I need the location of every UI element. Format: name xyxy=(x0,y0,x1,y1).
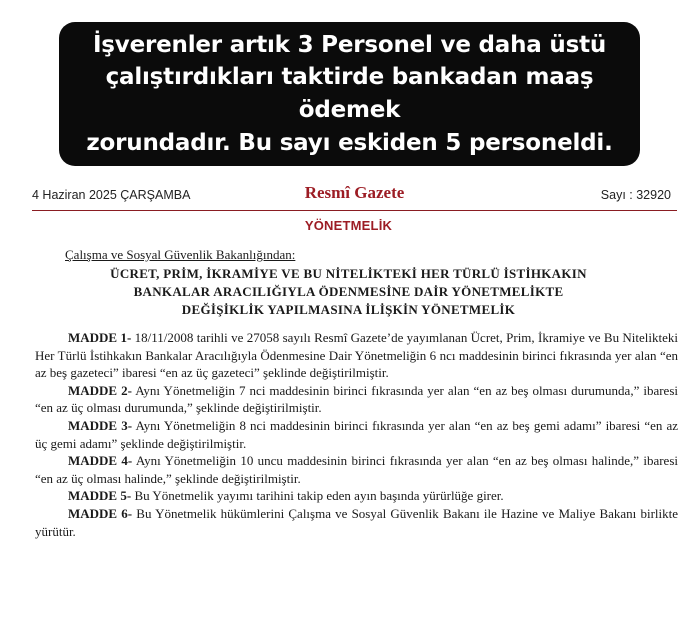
article-label: MADDE 2- xyxy=(68,382,132,398)
headline-line-3: zorundadır. Bu sayı eskiden 5 personeldi. xyxy=(86,129,613,156)
headline-line-2: çalıştırdıkları taktirde bankadan maaş ödemek xyxy=(105,64,594,123)
gazette-date: 4 Haziran 2025 ÇARŞAMBA xyxy=(32,188,191,202)
regulation-title-line-1: ÜCRET, PRİM, İKRAMİYE VE BU NİTELİKTEKİ HER TÜRLÜ İSTİHKAKIN xyxy=(110,266,587,281)
article-3 xyxy=(35,417,678,452)
article-label: MADDE 4- xyxy=(68,453,133,469)
article-text: Bu Yönetmelik hükümlerini Çalışma ve Sosyal Güvenlik Bakanı ile Hazine ve Maliye Bakanı birlikte yürütür. xyxy=(35,505,679,539)
article-label: MADDE 3- xyxy=(68,417,133,433)
article-1 xyxy=(35,329,678,382)
article-text: Aynı Yönetmeliğin 8 nci maddesinin birinci fıkrasında yer alan “en az beş gemi adamı” ibaresi “en az üç gemi adamı” şeklinde değiştirilmiştir. xyxy=(35,417,678,451)
articles-list xyxy=(35,329,678,540)
article-label: MADDE 1- xyxy=(68,330,132,345)
article-label: MADDE 6- xyxy=(68,505,133,521)
article-text: 18/11/2008 tarihli ve 27058 sayılı Resmî Gazete’de yayımlanan Ücret, Prim, İkramiye ve Bu Nitelikteki Her Türlü İstihkakın Bankalar Aracılığıyla Ödenmesine Dair Yönetmeliğin 6 ncı maddesinin birinci fıkrasında yer alan “en az beş gazeteci” ibaresi “en az üç gazeteci” şeklinde değiştirilmiştir. xyxy=(35,330,679,381)
regulation-title xyxy=(60,265,637,319)
section-title: YÖNETMELİK xyxy=(304,218,393,233)
article-5 xyxy=(35,487,678,505)
ministry-name: Çalışma ve Sosyal Güvenlik Bakanlığından: xyxy=(65,247,296,262)
regulation-title-line-2: BANKALAR ARACILIĞIYLA ÖDENMESİNE DAİR YÖNETMELİKTE xyxy=(133,283,564,299)
article-text: Aynı Yönetmeliğin 10 uncu maddesinin birinci fıkrasında yer alan “en az beş olması halinde,” ibaresi “en az üç olması halinde,” şeklinde değiştirilmiştir. xyxy=(35,453,678,486)
article-2 xyxy=(35,382,678,417)
article-text: Aynı Yönetmeliğin 7 nci maddesinin birinci fıkrasında yer alan “en az beş olması durumunda,” ibaresi “en az üç olması durumunda,” şeklinde değiştirilmiştir. xyxy=(35,382,678,416)
article-4 xyxy=(35,452,678,487)
regulation-title-line-3: DEĞİŞİKLİK YAPILMASINA İLİŞKİN YÖNETMELİK xyxy=(181,301,516,317)
headline-text xyxy=(71,29,628,160)
article-6 xyxy=(35,505,678,540)
article-text: Bu Yönetmelik yayımı tarihini takip eden ayın başında yürürlüğe girer. xyxy=(134,488,504,504)
gazette-issue-number: Sayı : 32920 xyxy=(600,188,671,202)
headline-line-1: İşverenler artık 3 Personel ve daha üstü xyxy=(92,31,607,58)
gazette-title: Resmî Gazete xyxy=(304,183,405,202)
article-label: MADDE 5- xyxy=(68,488,132,504)
gazette-header xyxy=(32,183,677,211)
headline-banner xyxy=(59,22,640,166)
